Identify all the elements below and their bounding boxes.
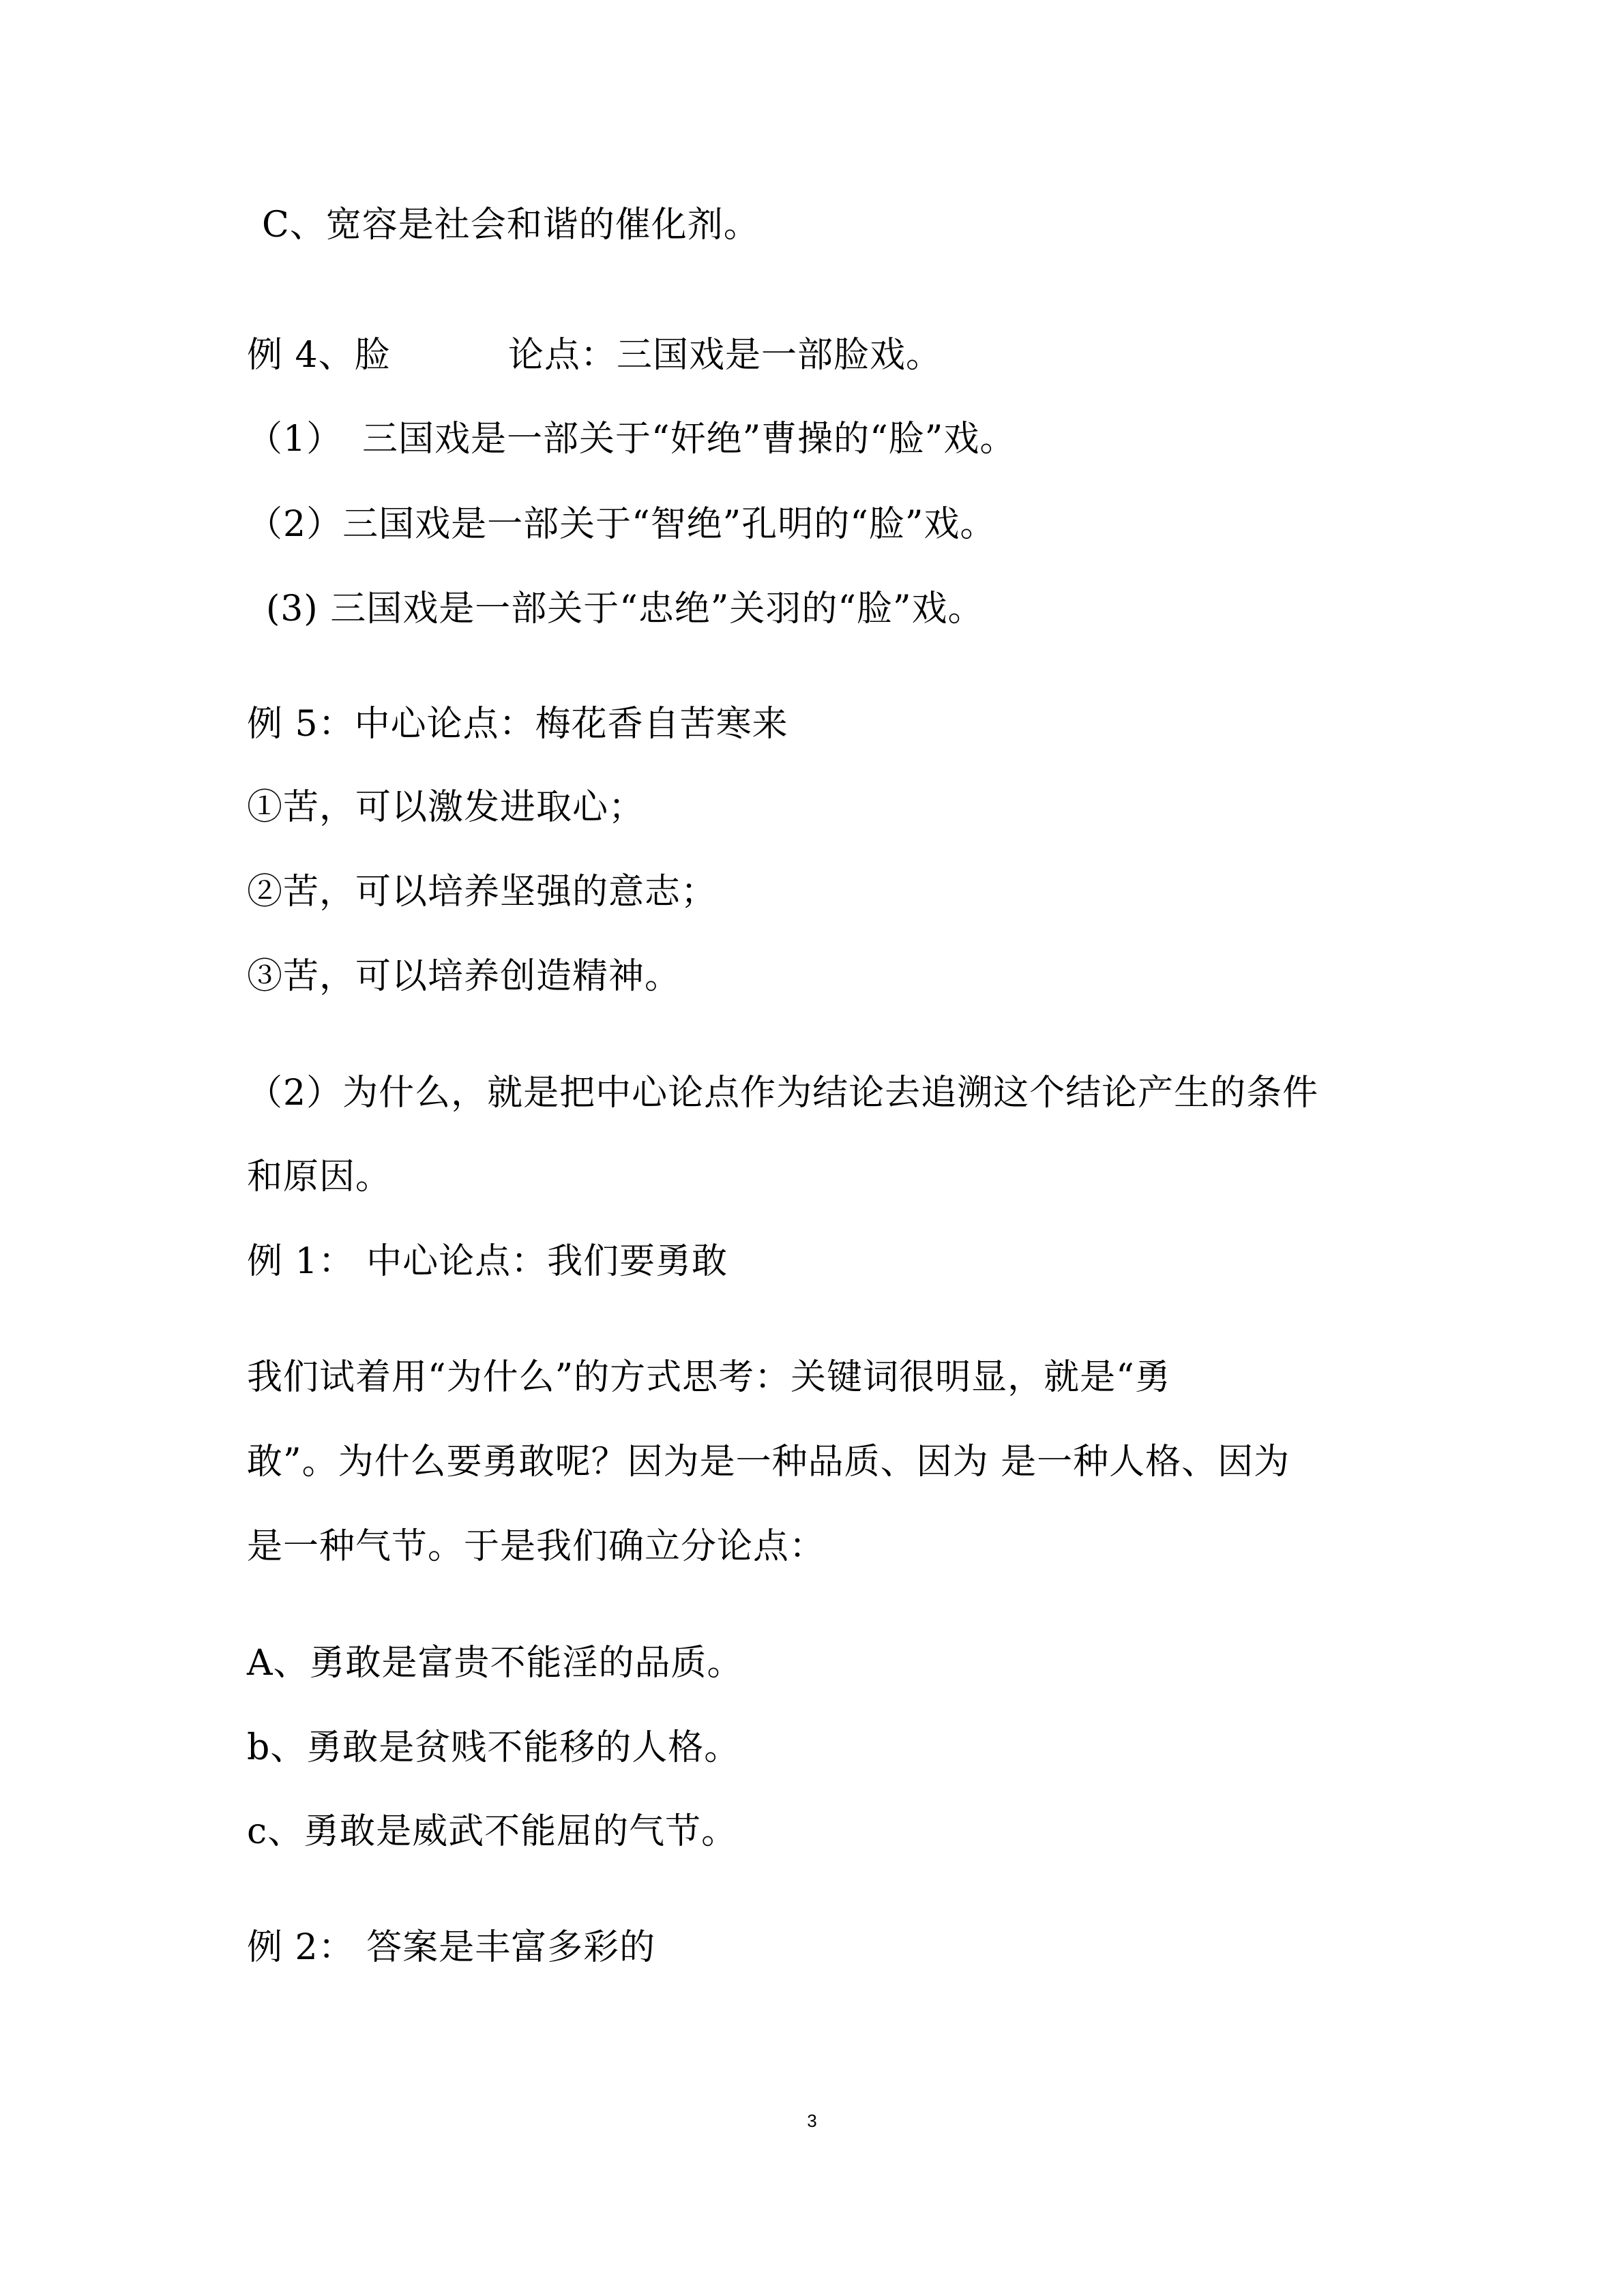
text-line: 例 1： 中心论点：我们要勇敢 (247, 1241, 728, 1282)
text-line: A、勇敢是富贵不能淫的品质。 (247, 1643, 743, 1684)
text-line: 和原因。 (247, 1157, 392, 1197)
text-line: C、宽容是社会和谐的催化剂。 (262, 205, 760, 245)
text-line: 例 2： 答案是丰富多彩的 (247, 1927, 656, 1968)
text-line: 三国戏是一部关于“奸绝”曹操的“脸”戏。 (362, 419, 1016, 460)
text-line: 例 4、脸 (247, 335, 391, 376)
text-line: ②苦，可以培养坚强的意志； (247, 871, 718, 912)
text-line: 例 5：中心论点：梅花香自苦寒来 (247, 704, 788, 745)
text-line: ③苦，可以培养创造精神。 (247, 956, 681, 997)
page-number: 3 (807, 2111, 817, 2131)
text-line: (3) 三国戏是一部关于“忠绝”关羽的“脸”戏。 (266, 588, 984, 629)
text-line: （2）为什么，就是把中心论点作为结论去追溯这个结论产生的条件 (247, 1073, 1319, 1114)
text-line: 是一种气节。于是我们确立分论点： (247, 1526, 826, 1567)
text-line: 论点：三国戏是一部脸戏。 (508, 335, 943, 376)
text-line: （2）三国戏是一部关于“智绝”孔明的“脸”戏。 (247, 504, 996, 545)
text-line: 我们试着用“为什么”的方式思考：关键词很明显，就是“勇 (247, 1357, 1171, 1398)
text-line: c、勇敢是威武不能屈的气节。 (247, 1811, 738, 1852)
text-line: 敢”。为什么要勇敢呢？因为是一种品质、因为 是一种人格、因为 (247, 1442, 1290, 1482)
text-line: （1） (247, 419, 343, 460)
text-line: ①苦，可以激发进取心； (247, 787, 645, 828)
text-line: b、勇敢是贫贱不能移的人格。 (247, 1727, 741, 1768)
